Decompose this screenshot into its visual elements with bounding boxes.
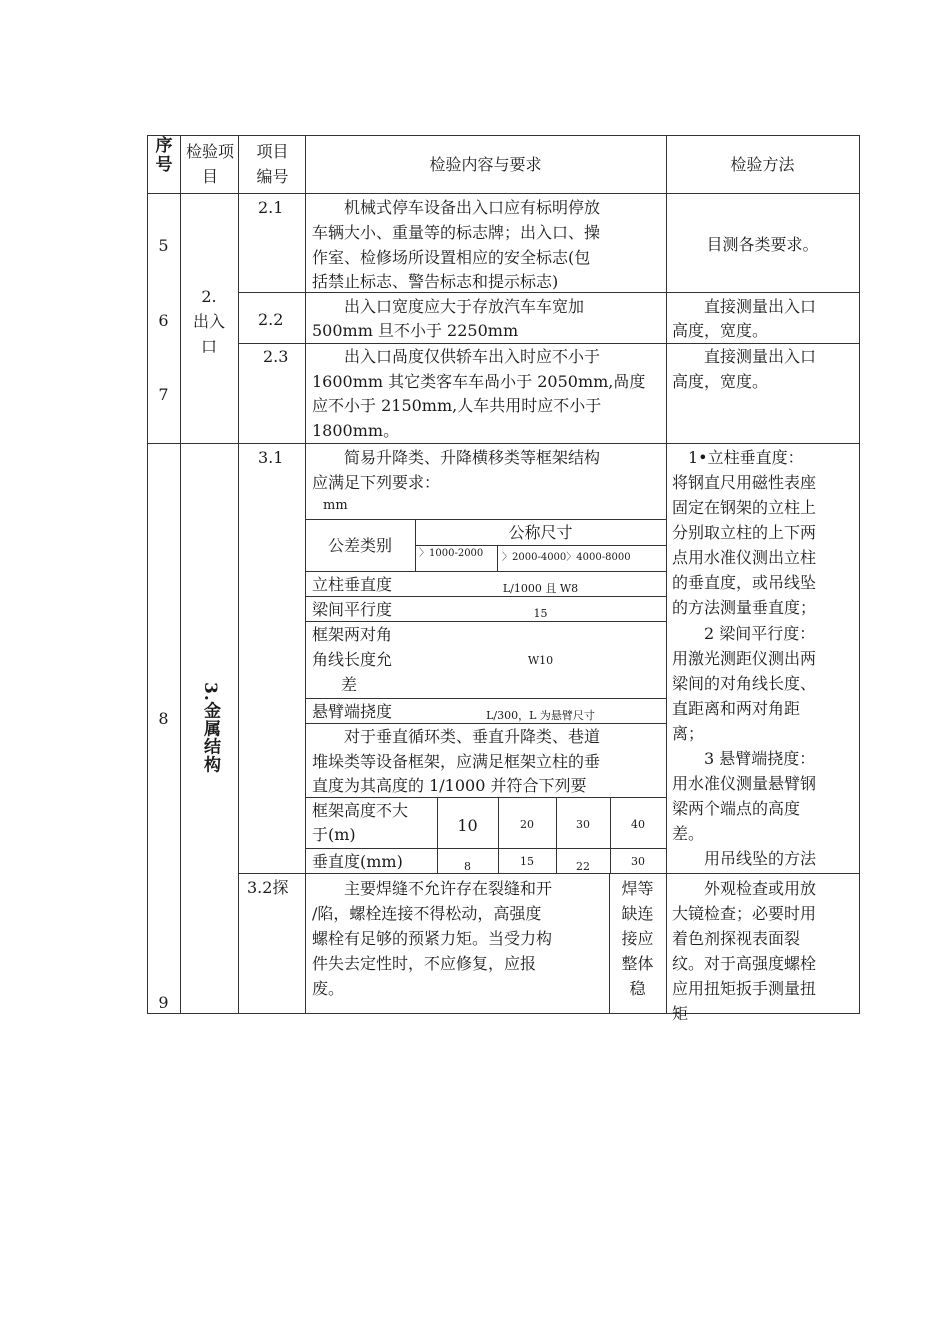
code-2-3: 2.3 <box>263 347 289 366</box>
code-3-2: 3.2探 <box>247 878 289 897</box>
seq-6: 6 <box>158 311 169 330</box>
seq-7: 7 <box>158 385 169 404</box>
seq-9: 9 <box>158 993 169 1012</box>
code-2-2: 2.2 <box>258 310 284 329</box>
method-3-2: 外观检查或用放 大镜检查；必要时用 着色剂探视表面裂 纹。对于高强度螺栓 应用扭矩扳手测量扭 矩 <box>672 879 817 1023</box>
header-method: 检验方法 <box>730 155 795 174</box>
code-3-1: 3.1 <box>258 448 284 467</box>
header-seq: 序号 <box>155 136 173 175</box>
header-code: 项目编号 <box>256 142 289 186</box>
seq-8: 8 <box>158 709 169 728</box>
item-metal-structure: 3.金属结构 <box>200 682 220 774</box>
seq-5: 5 <box>158 236 169 255</box>
method-2-1: 目测各类要求。 <box>706 235 819 254</box>
header-item: 检验项目 <box>186 142 235 186</box>
code-2-1: 2.1 <box>258 198 284 217</box>
header-content: 检验内容与要求 <box>429 155 542 174</box>
